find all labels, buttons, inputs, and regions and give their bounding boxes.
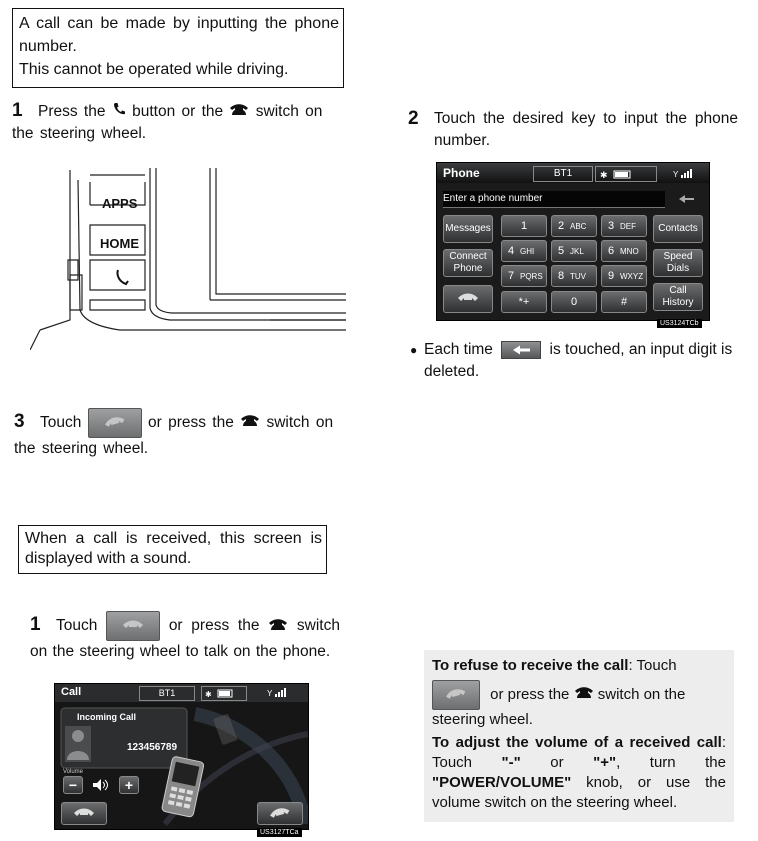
step3-text-a: Touch <box>40 414 82 432</box>
received-text: When a call is received, this screen is displayed with a sound. <box>25 530 322 567</box>
step1-text-c: switch on the steering wheel. <box>12 103 323 142</box>
step3-text-c: switch on the steering wheel. <box>14 414 334 457</box>
bullet-text-b: is touched, an input digit is deleted. <box>424 341 733 380</box>
svg-text:✱: ✱ <box>600 170 608 180</box>
adjust-text-a: : Touch <box>432 734 726 771</box>
delete-bullet: ● Each time is touched, an input digit is deleted. <box>410 341 733 380</box>
steering-phone-icon <box>268 616 288 637</box>
keypad-key[interactable] <box>601 265 647 287</box>
reject-call-button[interactable] <box>257 802 303 825</box>
key-main-label: 8 <box>558 270 565 282</box>
step2-text: Touch the desired key to input the phone number. <box>434 110 738 149</box>
step1-number: 1 <box>12 100 23 121</box>
keypad-key[interactable] <box>551 215 597 237</box>
key-main-label: 6 <box>608 245 615 257</box>
adjust-text-c: knob, or use the volume switch on the steering wheel. <box>432 774 726 811</box>
svg-text:Y: Y <box>267 689 273 698</box>
incoming-call-screen <box>54 683 309 830</box>
key-letters-label: ABC <box>570 222 587 231</box>
key-main-label: 3 <box>608 220 615 232</box>
speed-dials-button[interactable]: Speed Dials <box>653 249 703 277</box>
bluetooth-battery-icon <box>595 166 657 182</box>
key-main-label: 4 <box>508 245 515 257</box>
keypad-key[interactable] <box>601 291 647 313</box>
or-text: or <box>520 754 594 771</box>
keypad-key[interactable] <box>501 215 547 237</box>
key-main-label: *+ <box>518 296 530 308</box>
call-button[interactable] <box>443 285 493 313</box>
refuse-text-c: switch on the steering wheel. <box>432 685 686 728</box>
key-main-label: 9 <box>608 270 615 282</box>
phone-number-input[interactable]: Enter a phone number <box>443 191 665 208</box>
received-box <box>18 525 327 574</box>
contacts-button[interactable]: Contacts <box>653 215 703 243</box>
steering-phone-icon <box>574 685 594 705</box>
phone-keypad-screen <box>436 162 710 321</box>
keypad-key[interactable] <box>501 240 547 262</box>
step1-text-a: Press the <box>38 103 106 120</box>
minus-quote: "-" <box>501 754 521 771</box>
recv-step1-text-b: or press the <box>168 617 260 635</box>
backspace-button[interactable] <box>669 191 703 207</box>
messages-button[interactable]: Messages <box>443 215 493 243</box>
step3-text-b: or press the <box>148 414 234 432</box>
volume-minus-button[interactable]: − <box>63 776 83 794</box>
recv-step1-number: 1 <box>30 614 41 636</box>
incoming-signal-icon <box>251 686 301 699</box>
refuse-text-b: or press the <box>490 685 570 703</box>
key-main-label: 2 <box>558 220 565 232</box>
key-letters-label: GHI <box>520 247 535 256</box>
note-box <box>424 650 734 822</box>
key-main-label: 5 <box>558 245 565 257</box>
apps-label: APPS <box>102 196 138 211</box>
recv-step1-text-a: Touch <box>56 617 98 635</box>
key-letters-label: PQRS <box>520 272 543 281</box>
incoming-image-code: US3127TCa <box>257 828 302 837</box>
keypad-key[interactable] <box>551 240 597 262</box>
keypad-key[interactable] <box>551 291 597 313</box>
device-name: BT1 <box>533 166 593 182</box>
phone-title: Phone <box>443 166 480 180</box>
handset-icon <box>112 101 126 123</box>
intro-box <box>12 8 344 88</box>
key-letters-label: MNO <box>620 247 639 256</box>
keypad-key[interactable] <box>601 240 647 262</box>
key-main-label: 1 <box>520 220 528 232</box>
dashboard-illustration <box>30 160 346 350</box>
home-label: HOME <box>100 236 139 251</box>
step3-number: 3 <box>14 411 25 433</box>
incoming-device-name: BT1 <box>139 686 195 701</box>
adjust-heading: To adjust the volume of a received call <box>432 734 722 751</box>
keypad-key[interactable] <box>501 265 547 287</box>
phone-image-code: US3124TCb <box>657 319 702 328</box>
step2 <box>408 108 738 152</box>
step3 <box>14 408 346 460</box>
plus-quote: "+" <box>593 754 617 771</box>
key-letters-label: JKL <box>570 247 584 256</box>
power-volume-knob: "POWER/VOLUME" <box>432 774 572 791</box>
volume-plus-button[interactable]: + <box>119 776 139 794</box>
keypad-key[interactable] <box>601 215 647 237</box>
reject-button-image <box>432 680 480 710</box>
signal-icon <box>659 166 705 180</box>
key-letters-label: DEF <box>620 222 636 231</box>
call-title: Call <box>61 686 82 698</box>
bullet-text-a: Each time <box>424 341 493 358</box>
recv-step1 <box>30 611 340 662</box>
key-main-label: 0 <box>570 296 578 308</box>
intro-line2: This cannot be operated while driving. <box>19 61 289 78</box>
step2-number: 2 <box>408 108 419 129</box>
caller-number: 123456789 <box>127 742 178 753</box>
speaker-icon <box>91 778 111 797</box>
steering-phone-icon <box>240 412 260 434</box>
step1-text-b: button or the <box>132 103 224 120</box>
key-main-label: 7 <box>508 270 515 282</box>
volume-label: Volume <box>63 769 84 775</box>
call-handset-icon <box>457 293 479 305</box>
keypad-key[interactable] <box>551 265 597 287</box>
key-letters-label: WXYZ <box>620 272 644 281</box>
refuse-text-a: : Touch <box>628 657 677 674</box>
incoming-battery-icon <box>201 686 247 701</box>
key-main-label: # <box>620 296 628 308</box>
backspace-key-icon <box>501 341 541 359</box>
call-history-button[interactable]: Call History <box>653 283 703 311</box>
steering-phone-icon <box>229 101 249 123</box>
keypad-key[interactable] <box>501 291 547 313</box>
refuse-heading: To refuse to receive the call <box>432 657 629 674</box>
answer-call-button[interactable] <box>61 802 107 825</box>
intro-line1: A call can be made by inputting the phone number. <box>19 15 339 55</box>
incoming-call-label: Incoming Call <box>77 712 137 722</box>
step1 <box>12 100 342 145</box>
end-call-button-image <box>88 408 142 438</box>
adjust-text-b: , turn the <box>616 754 726 771</box>
svg-text:Y: Y <box>673 170 679 179</box>
key-letters-label: TUV <box>570 272 586 281</box>
recv-step1-text-c: switch on the steering wheel to talk on the phone. <box>30 617 340 660</box>
connect-phone-button[interactable]: Connect Phone <box>443 249 493 277</box>
answer-call-button-image <box>106 611 160 641</box>
svg-text:✱: ✱ <box>205 690 212 699</box>
